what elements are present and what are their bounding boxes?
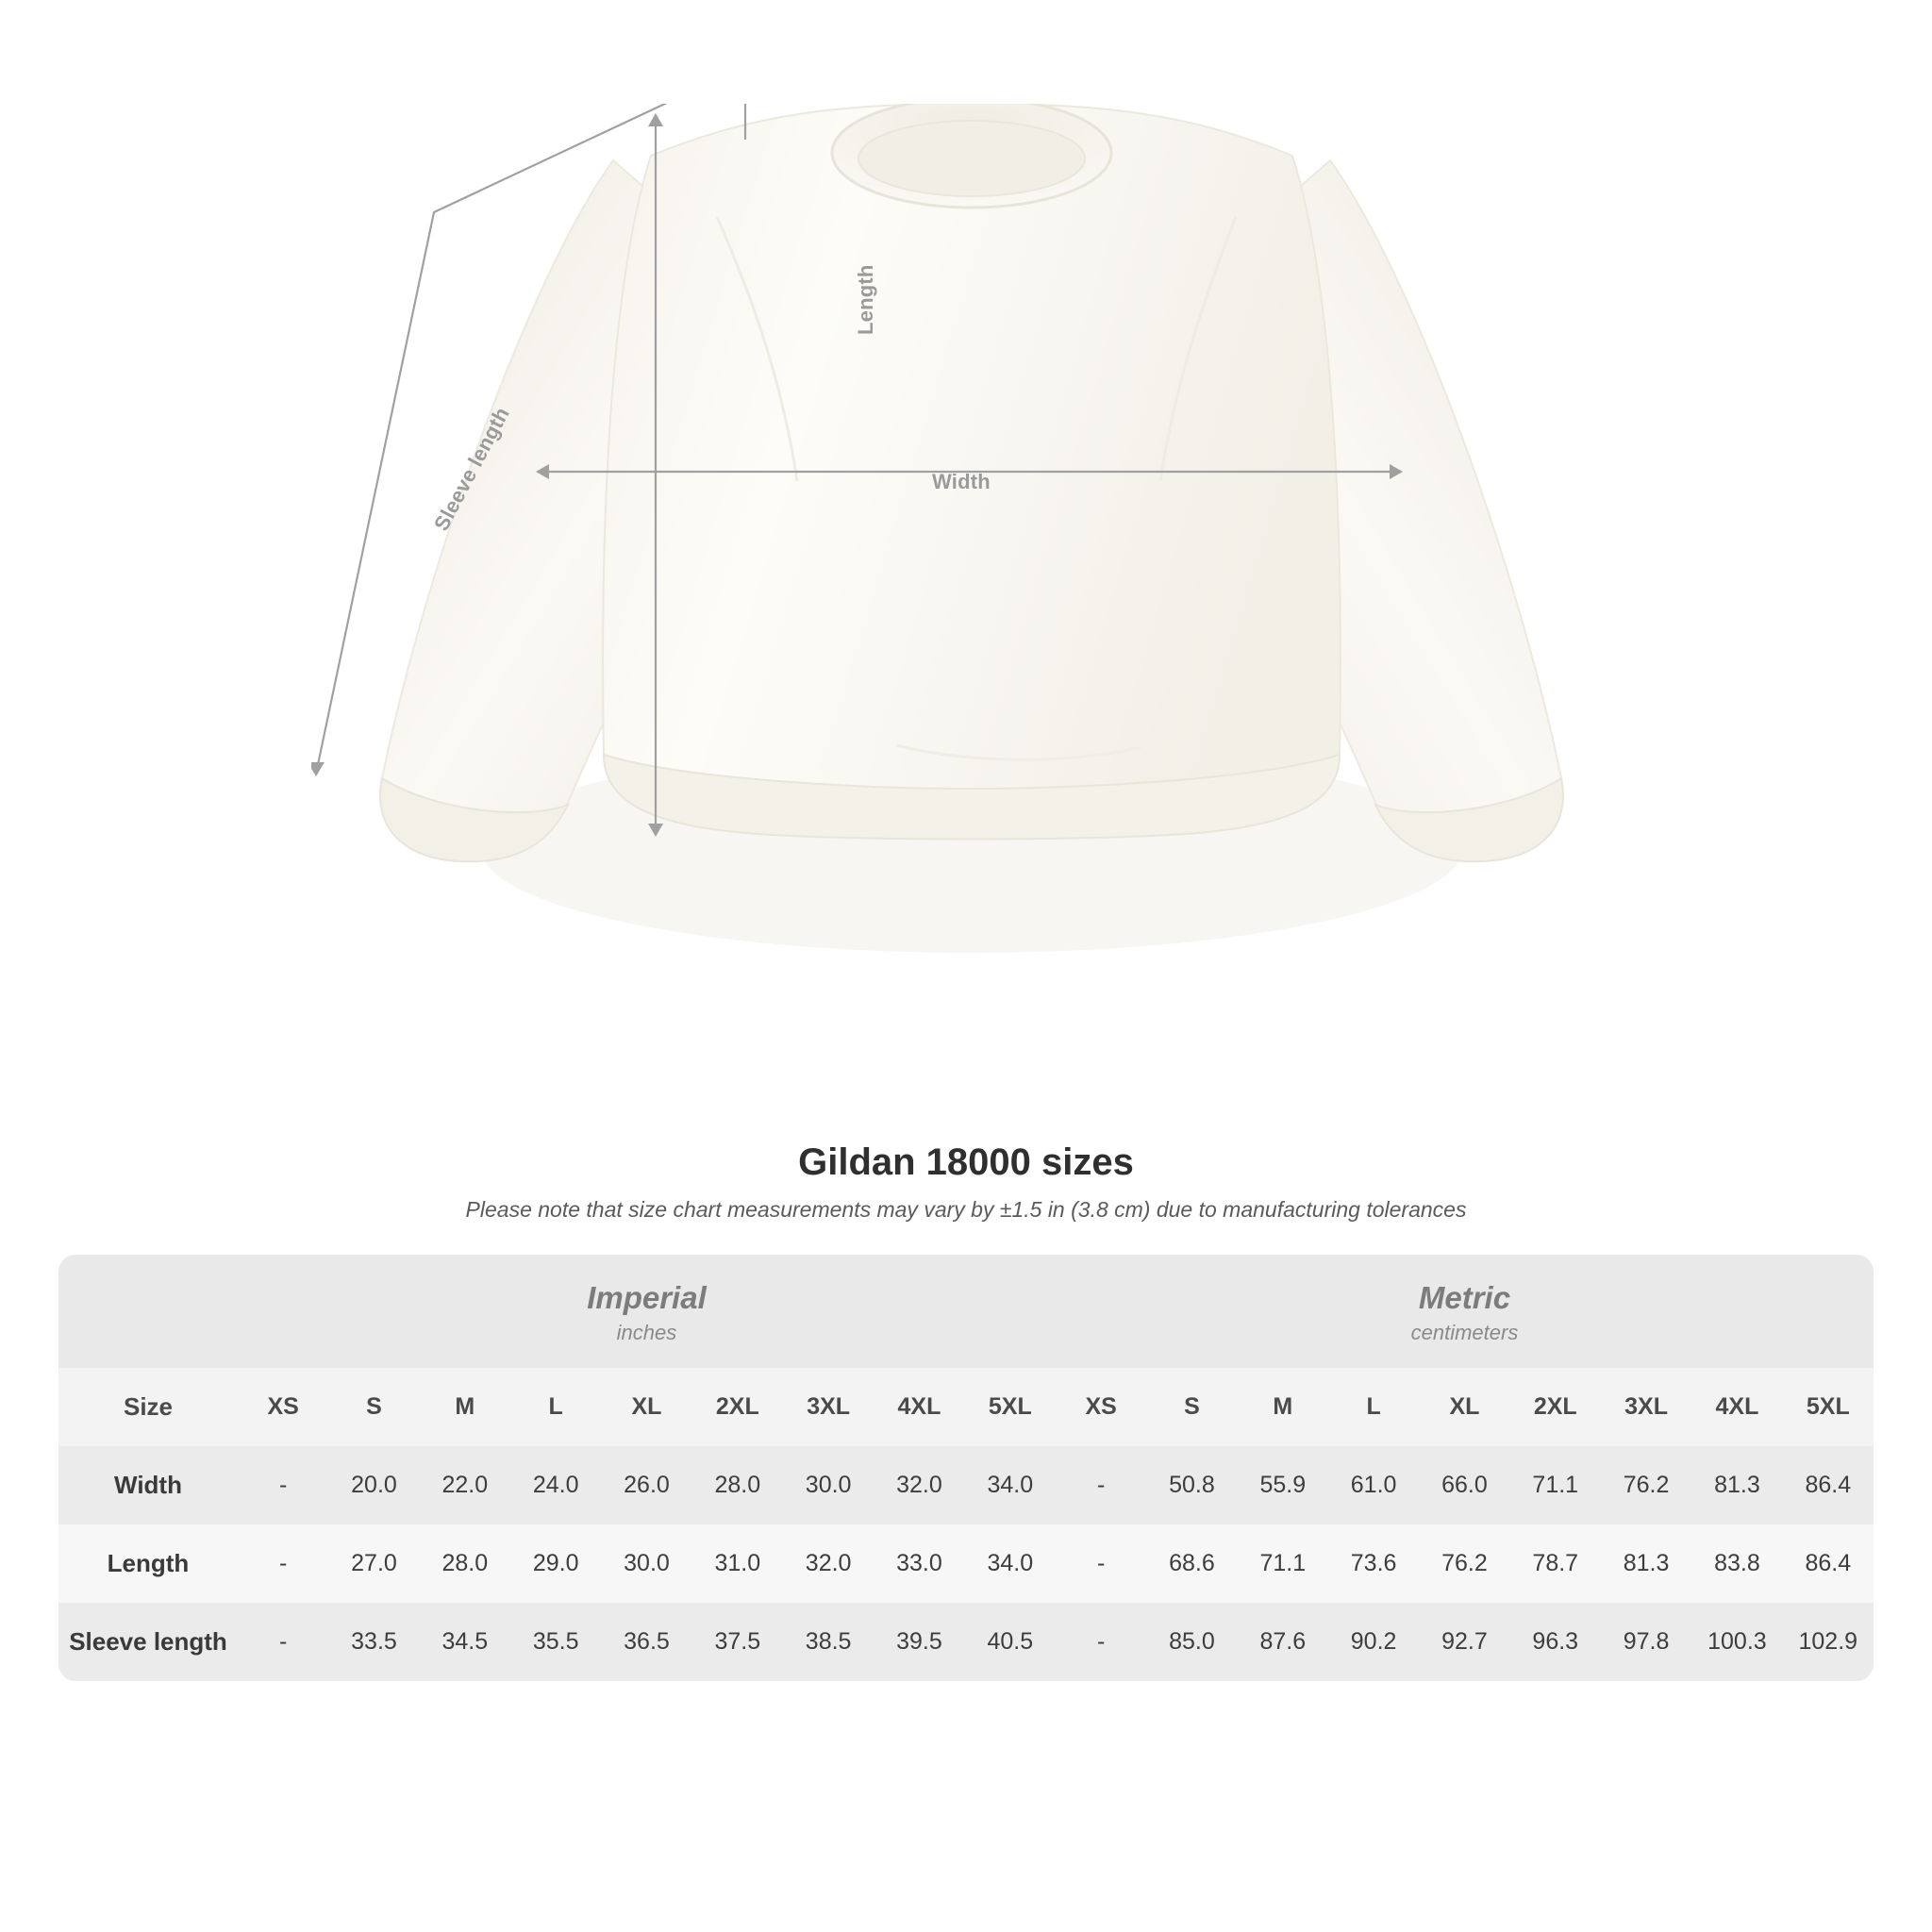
col-header-8: 5XL [965, 1368, 1056, 1446]
length-label: Length [854, 264, 877, 335]
page-title: Gildan 18000 sizes [798, 1141, 1134, 1183]
cell-sleeve-5: 37.5 [692, 1603, 783, 1681]
cell-length-11: 71.1 [1238, 1524, 1328, 1603]
row-header-size: Size [58, 1368, 238, 1446]
cell-length-3: 29.0 [510, 1524, 601, 1603]
cell-sleeve-0: - [238, 1603, 328, 1681]
cell-sleeve-4: 36.5 [601, 1603, 691, 1681]
table-row [58, 1446, 1874, 1524]
cell-sleeve-16: 100.3 [1691, 1603, 1782, 1681]
col-header-10: S [1146, 1368, 1237, 1446]
row-label-width: Width [58, 1446, 238, 1524]
cell-width-1: 20.0 [328, 1446, 419, 1524]
table-row [58, 1603, 1874, 1681]
col-header-3: L [510, 1368, 601, 1446]
cell-sleeve-3: 35.5 [510, 1603, 601, 1681]
cell-length-14: 78.7 [1510, 1524, 1601, 1603]
col-header-0: XS [238, 1368, 328, 1446]
cell-width-4: 26.0 [601, 1446, 691, 1524]
title-block [0, 1141, 1932, 1223]
cell-length-5: 31.0 [692, 1524, 783, 1603]
col-header-6: 3XL [783, 1368, 874, 1446]
cell-length-8: 34.0 [965, 1524, 1056, 1603]
cell-width-5: 28.0 [692, 1446, 783, 1524]
cell-length-6: 32.0 [783, 1524, 874, 1603]
cell-width-10: 50.8 [1146, 1446, 1237, 1524]
table-row [58, 1524, 1874, 1603]
cell-sleeve-2: 34.5 [420, 1603, 510, 1681]
cell-width-11: 55.9 [1238, 1446, 1328, 1524]
cell-sleeve-15: 97.8 [1601, 1603, 1691, 1681]
cell-width-3: 24.0 [510, 1446, 601, 1524]
cell-length-2: 28.0 [420, 1524, 510, 1603]
cell-length-16: 83.8 [1691, 1524, 1782, 1603]
cell-length-13: 76.2 [1419, 1524, 1509, 1603]
cell-width-6: 30.0 [783, 1446, 874, 1524]
cell-length-15: 81.3 [1601, 1524, 1691, 1603]
unit-spacer [58, 1255, 238, 1368]
cell-length-4: 30.0 [601, 1524, 691, 1603]
cell-width-9: - [1056, 1446, 1146, 1524]
col-header-15: 3XL [1601, 1368, 1691, 1446]
size-chart-table [58, 1255, 1874, 1681]
cell-sleeve-9: - [1056, 1603, 1146, 1681]
row-label-length: Length [58, 1524, 238, 1603]
cell-width-14: 71.1 [1510, 1446, 1601, 1524]
cell-sleeve-7: 39.5 [874, 1603, 964, 1681]
cell-sleeve-6: 38.5 [783, 1603, 874, 1681]
cell-sleeve-14: 96.3 [1510, 1603, 1601, 1681]
col-header-9: XS [1056, 1368, 1146, 1446]
unit-group-metric [1056, 1255, 1874, 1368]
cell-length-0: - [238, 1524, 328, 1603]
cell-width-2: 22.0 [420, 1446, 510, 1524]
cell-width-0: - [238, 1446, 328, 1524]
col-header-14: 2XL [1510, 1368, 1601, 1446]
cell-sleeve-8: 40.5 [965, 1603, 1056, 1681]
unit-group-imperial-name: Imperial [587, 1280, 707, 1315]
cell-length-12: 73.6 [1328, 1524, 1419, 1603]
cell-sleeve-12: 90.2 [1328, 1603, 1419, 1681]
cell-width-15: 76.2 [1601, 1446, 1691, 1524]
cell-length-9: - [1056, 1524, 1146, 1603]
cell-width-7: 32.0 [874, 1446, 964, 1524]
collar-inner [858, 121, 1085, 196]
cell-width-8: 34.0 [965, 1446, 1056, 1524]
cell-length-1: 27.0 [328, 1524, 419, 1603]
size-header-row [58, 1368, 1874, 1446]
col-header-12: L [1328, 1368, 1419, 1446]
col-header-16: 4XL [1691, 1368, 1782, 1446]
cell-sleeve-1: 33.5 [328, 1603, 419, 1681]
cell-width-12: 61.0 [1328, 1446, 1419, 1524]
col-header-13: XL [1419, 1368, 1509, 1446]
unit-header-row [58, 1255, 1874, 1368]
cell-length-7: 33.0 [874, 1524, 964, 1603]
unit-group-metric-name: Metric [1418, 1280, 1511, 1315]
cell-sleeve-13: 92.7 [1419, 1603, 1509, 1681]
unit-group-metric-sub: centimeters [1410, 1320, 1519, 1344]
cell-sleeve-10: 85.0 [1146, 1603, 1237, 1681]
col-header-1: S [328, 1368, 419, 1446]
col-header-5: 2XL [692, 1368, 783, 1446]
col-header-11: M [1238, 1368, 1328, 1446]
col-header-2: M [420, 1368, 510, 1446]
sweatshirt-graphic [311, 104, 1632, 1047]
cell-width-16: 81.3 [1691, 1446, 1782, 1524]
sleeve-length-label: Sleeve length [429, 403, 514, 535]
cell-width-13: 66.0 [1419, 1446, 1509, 1524]
width-label: Width [932, 470, 991, 493]
cell-sleeve-17: 102.9 [1783, 1603, 1874, 1681]
unit-group-imperial [238, 1255, 1056, 1368]
col-header-4: XL [601, 1368, 691, 1446]
tolerance-note: Please note that size chart measurements may vary by ±1.5 in (3.8 cm) due to manufacturing tolerances [465, 1197, 1467, 1222]
col-header-17: 5XL [1783, 1368, 1874, 1446]
cell-sleeve-11: 87.6 [1238, 1603, 1328, 1681]
cell-length-10: 68.6 [1146, 1524, 1237, 1603]
sweatshirt-svg [311, 104, 1632, 1047]
cell-length-17: 86.4 [1783, 1524, 1874, 1603]
cell-width-17: 86.4 [1783, 1446, 1874, 1524]
unit-group-imperial-sub: inches [616, 1320, 677, 1344]
col-header-7: 4XL [874, 1368, 964, 1446]
row-label-sleeve-length: Sleeve length [58, 1603, 238, 1681]
